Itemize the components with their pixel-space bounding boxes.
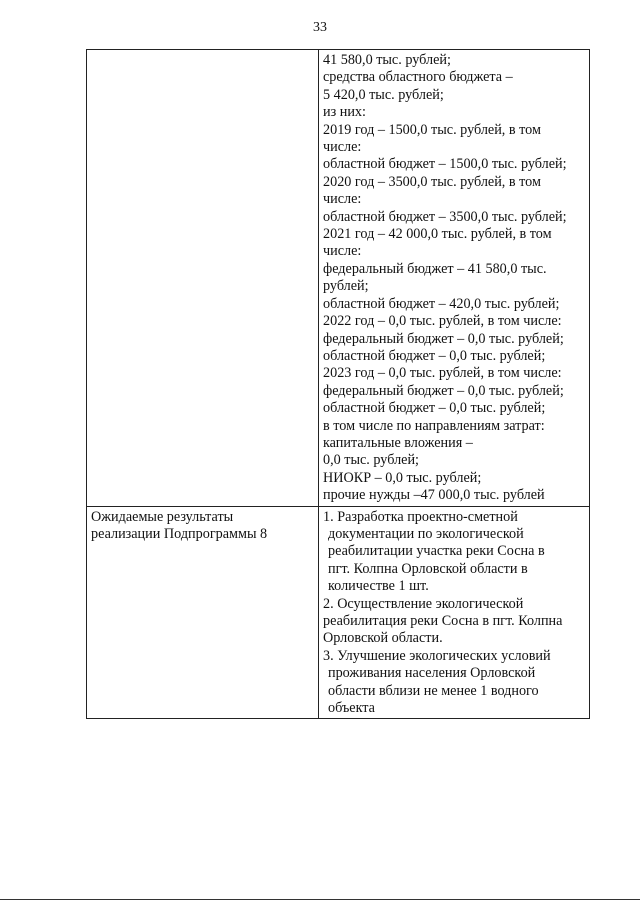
result-line: количестве 1 шт. xyxy=(328,578,429,595)
funding-line: областной бюджет – 0,0 тыс. рублей; xyxy=(323,400,546,417)
table-row-results xyxy=(87,506,590,719)
program-table xyxy=(86,49,590,719)
funding-line: 2020 год – 3500,0 тыс. рублей, в том xyxy=(323,173,541,190)
funding-line: областной бюджет – 420,0 тыс. рублей; xyxy=(323,295,560,312)
table-row-funding xyxy=(87,50,590,507)
result-line: 1. Разработка проектно-сметной xyxy=(323,508,518,525)
result-line: 2. Осуществление экологической xyxy=(323,595,524,612)
funding-line: областной бюджет – 1500,0 тыс. рублей; xyxy=(323,156,567,173)
result-line: проживания населения Орловской xyxy=(328,665,536,682)
funding-line: капитальные вложения – xyxy=(323,434,473,451)
funding-line: числе: xyxy=(323,243,362,260)
funding-line: 2021 год – 42 000,0 тыс. рублей, в том xyxy=(323,226,552,243)
funding-line: числе: xyxy=(323,139,362,156)
funding-line: 2019 год – 1500,0 тыс. рублей, в том xyxy=(323,121,541,138)
page-number: 33 xyxy=(313,20,327,35)
funding-line: областной бюджет – 0,0 тыс. рублей; xyxy=(323,347,546,364)
results-label-line: реализации Подпрограммы 8 xyxy=(91,525,268,542)
funding-line: НИОКР – 0,0 тыс. рублей; xyxy=(323,469,482,486)
result-line: 3. Улучшение экологических условий xyxy=(323,647,551,664)
result-line: документации по экологической xyxy=(328,525,524,542)
funding-cell xyxy=(319,50,590,507)
funding-line: федеральный бюджет – 0,0 тыс. рублей; xyxy=(323,330,564,347)
funding-line: 2022 год – 0,0 тыс. рублей, в том числе: xyxy=(323,313,562,330)
funding-line: федеральный бюджет – 41 580,0 тыс. xyxy=(323,260,547,277)
funding-line: в том числе по направлениям затрат: xyxy=(323,417,545,434)
funding-line: 5 420,0 тыс. рублей; xyxy=(323,86,444,103)
result-line: реабилитации участка реки Сосна в xyxy=(328,543,545,560)
result-line: пгт. Колпна Орловской области в xyxy=(328,560,528,577)
result-line: области вблизи не менее 1 водного xyxy=(328,682,539,699)
funding-line: 0,0 тыс. рублей; xyxy=(323,452,419,469)
funding-line: прочие нужды –47 000,0 тыс. рублей xyxy=(323,487,545,504)
result-line: объекта xyxy=(328,700,375,717)
funding-line: из них: xyxy=(323,104,366,121)
funding-line: 41 580,0 тыс. рублей; xyxy=(323,52,451,68)
funding-line: рублей; xyxy=(323,278,369,295)
result-line: реабилитация реки Сосна в пгт. Колпна xyxy=(323,613,563,629)
page-bottom-edge xyxy=(0,899,640,900)
funding-line: областной бюджет – 3500,0 тыс. рублей; xyxy=(323,208,567,225)
results-label-line: Ожидаемые результаты xyxy=(91,508,234,525)
results-cell xyxy=(319,506,590,719)
funding-line: числе: xyxy=(323,191,362,208)
funding-line: 2023 год – 0,0 тыс. рублей, в том числе: xyxy=(323,365,562,382)
funding-line: средства областного бюджета – xyxy=(323,69,513,86)
result-line: Орловской области. xyxy=(323,630,443,647)
table-cell-label xyxy=(87,50,319,507)
results-label-cell xyxy=(87,506,319,719)
funding-line: федеральный бюджет – 0,0 тыс. рублей; xyxy=(323,382,564,399)
